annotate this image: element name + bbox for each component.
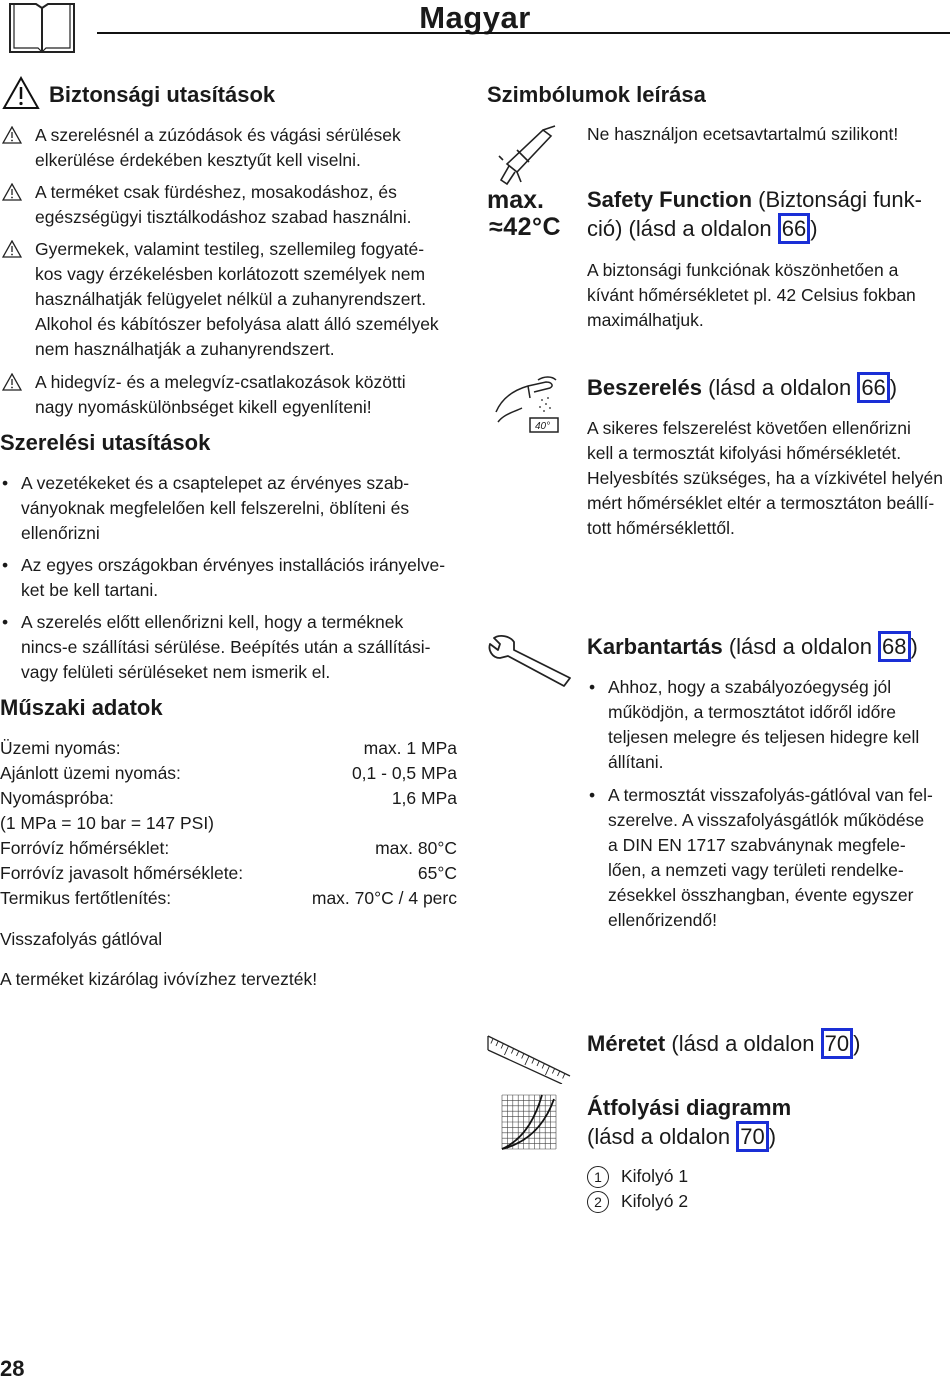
spec-row: Üzemi nyomás: max. 1 MPa [0, 738, 457, 758]
page-number: 28 [0, 1356, 25, 1381]
warning-icon [2, 76, 40, 110]
max-label: max. [487, 186, 544, 214]
install-symbol-heading: Beszerelés (lásd a oldalon 66 ) [587, 373, 897, 402]
spec-row: (1 MPa = 10 bar = 147 PSI) [0, 813, 215, 833]
safety-item: Gyermekek, valamint testileg, szellemileg fogyaté- kos vagy érzékelésben korlátozott személyek nem használhatják felügyelet nélkül a zuhanyrendszert. Alkohol és kábítószer befolyása alatt álló személyek nem használhatják a zuhanyrendszert. [0, 237, 462, 362]
spec-note: A terméket kizárólag ivóvízhez tervezték! [0, 969, 318, 989]
page-reference-link[interactable]: 66 [778, 213, 810, 244]
ruler-icon [486, 1032, 572, 1084]
list-item: • A termosztát visszafolyás-gátlóval van fel- szerelve. A visszafolyásgátlók működése a DIN EN 1717 szabványnak megfele- lően, a nemzeti vagy területi rendelke- zésekkel összhangban, évente egyszer ellenőrizendő! [587, 783, 949, 933]
flow-diagram-icon [500, 1093, 558, 1151]
page-reference-link[interactable]: 70 [736, 1121, 768, 1152]
safety-heading: Biztonsági utasítások [49, 82, 276, 107]
spec-row: Forróvíz hőmérséklet: max. 80°C [0, 838, 457, 858]
hand-thermometer-icon [494, 374, 570, 436]
wrench-icon [486, 634, 572, 690]
temp-limit-label: ≈42°C [489, 213, 562, 241]
safety-function-heading: Safety Function (Biztonsági funk- ció) (lásd a oldalon 66 ) [587, 185, 949, 243]
safety-item: A hidegvíz- és a melegvíz-csatlakozások közötti nagy nyomáskülönbséget kikell egyenlíteni! [0, 370, 462, 420]
header-rule [97, 32, 950, 34]
circled-number: 2 [587, 1191, 609, 1213]
list-item: • A vezetékeket és a csaptelepet az érvényes szab- ványoknak megfelelően kell felszerelni, öblíteni és ellenőrizni [0, 471, 462, 546]
warning-icon [2, 183, 22, 201]
maintenance-heading: Karbantartás (lásd a oldalon 68 ) [587, 632, 918, 661]
spec-note: Visszafolyás gátlóval [0, 929, 163, 949]
spec-row: Ajánlott üzemi nyomás: 0,1 - 0,5 MPa [0, 763, 457, 783]
page-title: Magyar [419, 0, 531, 35]
list-item: • A szerelés előtt ellenőrizni kell, hogy a terméknek nincs-e szállítási sérülése. Beépítés után a szállítási- vagy felületi sérüléseket nem ismerik el. [0, 610, 462, 685]
warning-icon [2, 373, 22, 391]
safety-function-text: A biztonsági funkciónak köszönhetően a kívánt hőmérsékletet pl. 42 Celsius fokban maximálhatjuk. [587, 260, 916, 330]
page-reference-link[interactable]: 70 [821, 1028, 853, 1059]
install-symbol-text: A sikeres felszerelést követően ellenőrizni kell a termosztát kifolyási hőmérsékletét. Helyesbítés szükséges, ha a vízkivétel helyén mért hőmérséklet eltér a termosztáton beállí- tott hőmérséklettől. [587, 418, 944, 538]
warning-icon [2, 240, 22, 258]
spec-row: Nyomáspróba: 1,6 MPa [0, 788, 457, 808]
thermometer-display: 40° [535, 421, 551, 432]
list-item: • Ahhoz, hogy a szabályozóegység jól működjön, a termosztátot időről időre teljesen melegre és teljesen hidegre kell állítani. [587, 675, 949, 775]
silicone-gun-icon [495, 124, 565, 186]
page-reference-link[interactable]: 68 [878, 631, 910, 662]
circled-number: 1 [587, 1166, 609, 1188]
outlet-list [587, 1164, 688, 1214]
list-item: 2 Kifolyó 2 [587, 1189, 688, 1214]
page-reference-link[interactable]: 66 [857, 372, 889, 403]
dimensions-heading: Méretet (lásd a oldalon 70 ) [587, 1029, 860, 1058]
warning-icon [2, 126, 22, 144]
flow-diagram-heading: Átfolyási diagramm (lásd a oldalon 70 ) [587, 1093, 791, 1151]
spec-row: Termikus fertőtlenítés: max. 70°C / 4 perc [0, 888, 457, 908]
specs-heading: Műszaki adatok [0, 695, 163, 720]
symbols-heading: Szimbólumok leírása [487, 82, 706, 107]
list-item: 1 Kifolyó 1 [587, 1164, 688, 1189]
spec-row: Forróvíz javasolt hőmérséklete: 65°C [0, 863, 457, 883]
list-item: • Az egyes országokban érvényes installációs irányelve- ket be kell tartani. [0, 553, 462, 603]
safety-item: A szerelésnél a zúzódások és vágási sérülések elkerülése érdekében kesztyűt kell viselni. [0, 123, 462, 173]
safety-item: A terméket csak fürdéshez, mosakodáshoz, és egészségügyi tisztálkodáshoz szabad használni. [0, 180, 462, 230]
install-heading: Szerelési utasítások [0, 430, 211, 455]
silicone-note: Ne használjon ecetsavtartalmú szilikont! [587, 124, 899, 144]
